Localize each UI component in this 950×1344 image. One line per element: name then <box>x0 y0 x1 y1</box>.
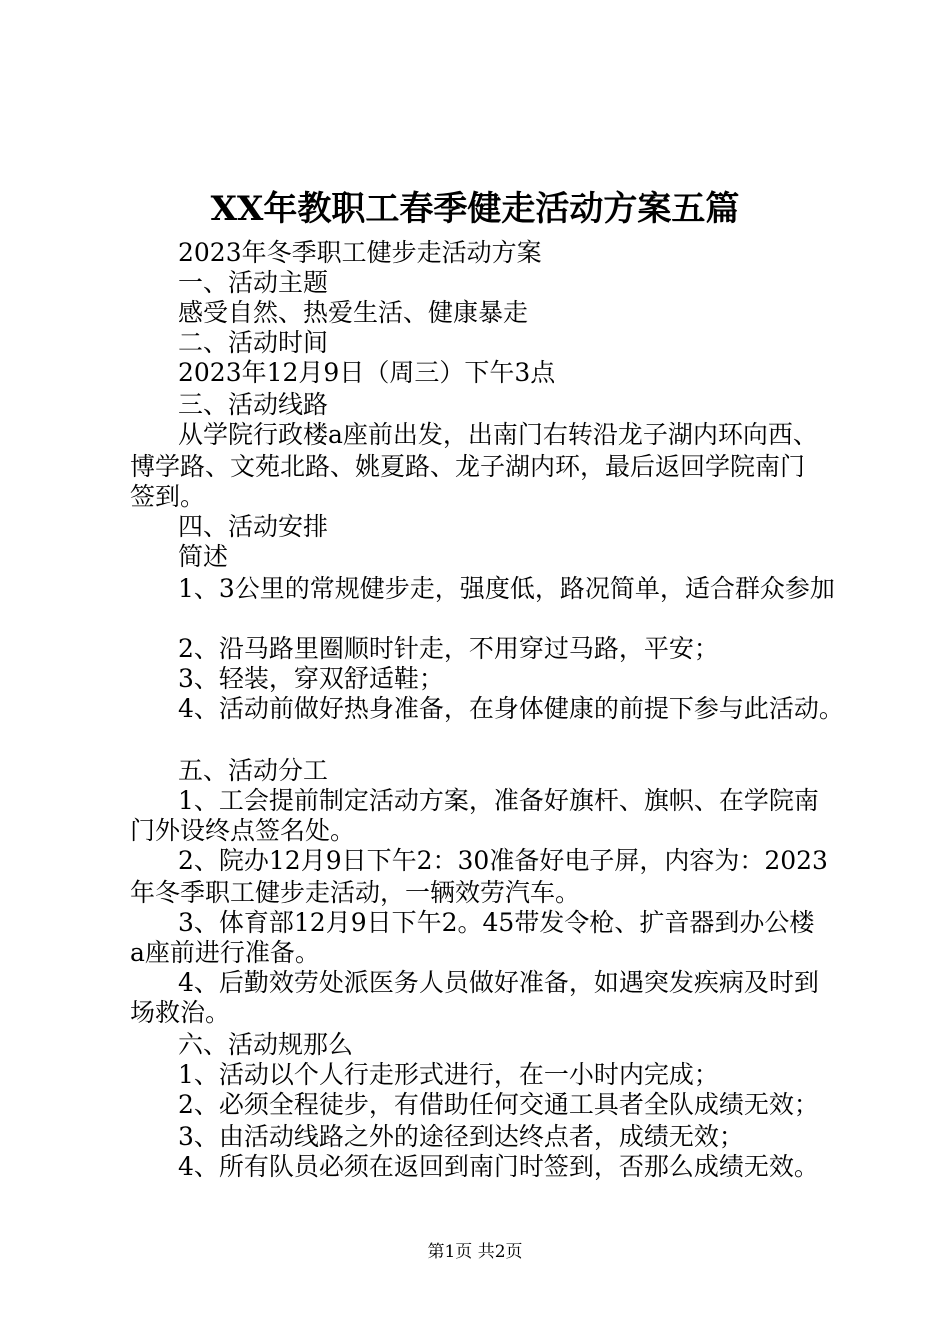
body-line: 签到。 <box>130 482 206 511</box>
body-line: 门外设终点签名处。 <box>130 816 356 845</box>
body-line: 2023年12月9日（周三）下午3点 <box>178 358 556 387</box>
body-line: 从学院行政楼a座前出发，出南门右转沿龙子湖内环向西、 <box>178 420 818 449</box>
body-line: 五、活动分工 <box>178 756 329 785</box>
body-line: 六、活动规那么 <box>178 1030 354 1059</box>
body-line: 4、所有队员必须在返回到南门时签到，否那么成绩无效。 <box>178 1152 819 1181</box>
body-line: 四、活动安排 <box>178 512 329 541</box>
body-line: 简述 <box>178 542 229 571</box>
body-line: 1、3公里的常规健步走，强度低，路况简单，适合群众参加 <box>178 574 835 603</box>
body-line: a座前进行准备。 <box>130 938 320 967</box>
body-line: 3、由活动线路之外的途径到达终点者，成绩无效； <box>178 1122 744 1151</box>
body-line: 3、体育部12月9日下午2。45带发令枪、扩音器到办公楼 <box>178 908 815 937</box>
body-line: 4、后勤效劳处派医务人员做好准备，如遇突发疾病及时到 <box>178 968 819 997</box>
body-line: 2、院办12月9日下午2：30准备好电子屏，内容为：2023 <box>178 846 828 875</box>
body-line: 2023年冬季职工健步走活动方案 <box>178 238 542 267</box>
body-line: 4、活动前做好热身准备，在身体健康的前提下参与此活动。 <box>178 694 844 723</box>
document-title: XX年教职工春季健走活动方案五篇 <box>210 189 740 229</box>
body-line: 年冬季职工健步走活动，一辆效劳汽车。 <box>130 878 581 907</box>
body-line: 2、沿马路里圈顺时针走，不用穿过马路，平安； <box>178 634 719 663</box>
body-line: 场救治。 <box>130 998 231 1027</box>
page-footer: 第1页 共2页 <box>427 1242 523 1262</box>
body-line: 二、活动时间 <box>178 328 329 357</box>
body-line: 1、活动以个人行走形式进行，在一小时内完成； <box>178 1060 719 1089</box>
body-line: 一、活动主题 <box>178 268 329 297</box>
body-line: 三、活动线路 <box>178 390 329 419</box>
body-line: 2、必须全程徒步，有借助任何交通工具者全队成绩无效； <box>178 1090 819 1119</box>
body-line: 1、工会提前制定活动方案，准备好旗杆、旗帜、在学院南 <box>178 786 819 815</box>
body-line: 感受自然、热爱生活、健康暴走 <box>178 298 529 327</box>
body-line: 博学路、文苑北路、姚夏路、龙子湖内环，最后返回学院南门 <box>130 452 806 481</box>
body-line: 3、轻装，穿双舒适鞋； <box>178 664 444 693</box>
